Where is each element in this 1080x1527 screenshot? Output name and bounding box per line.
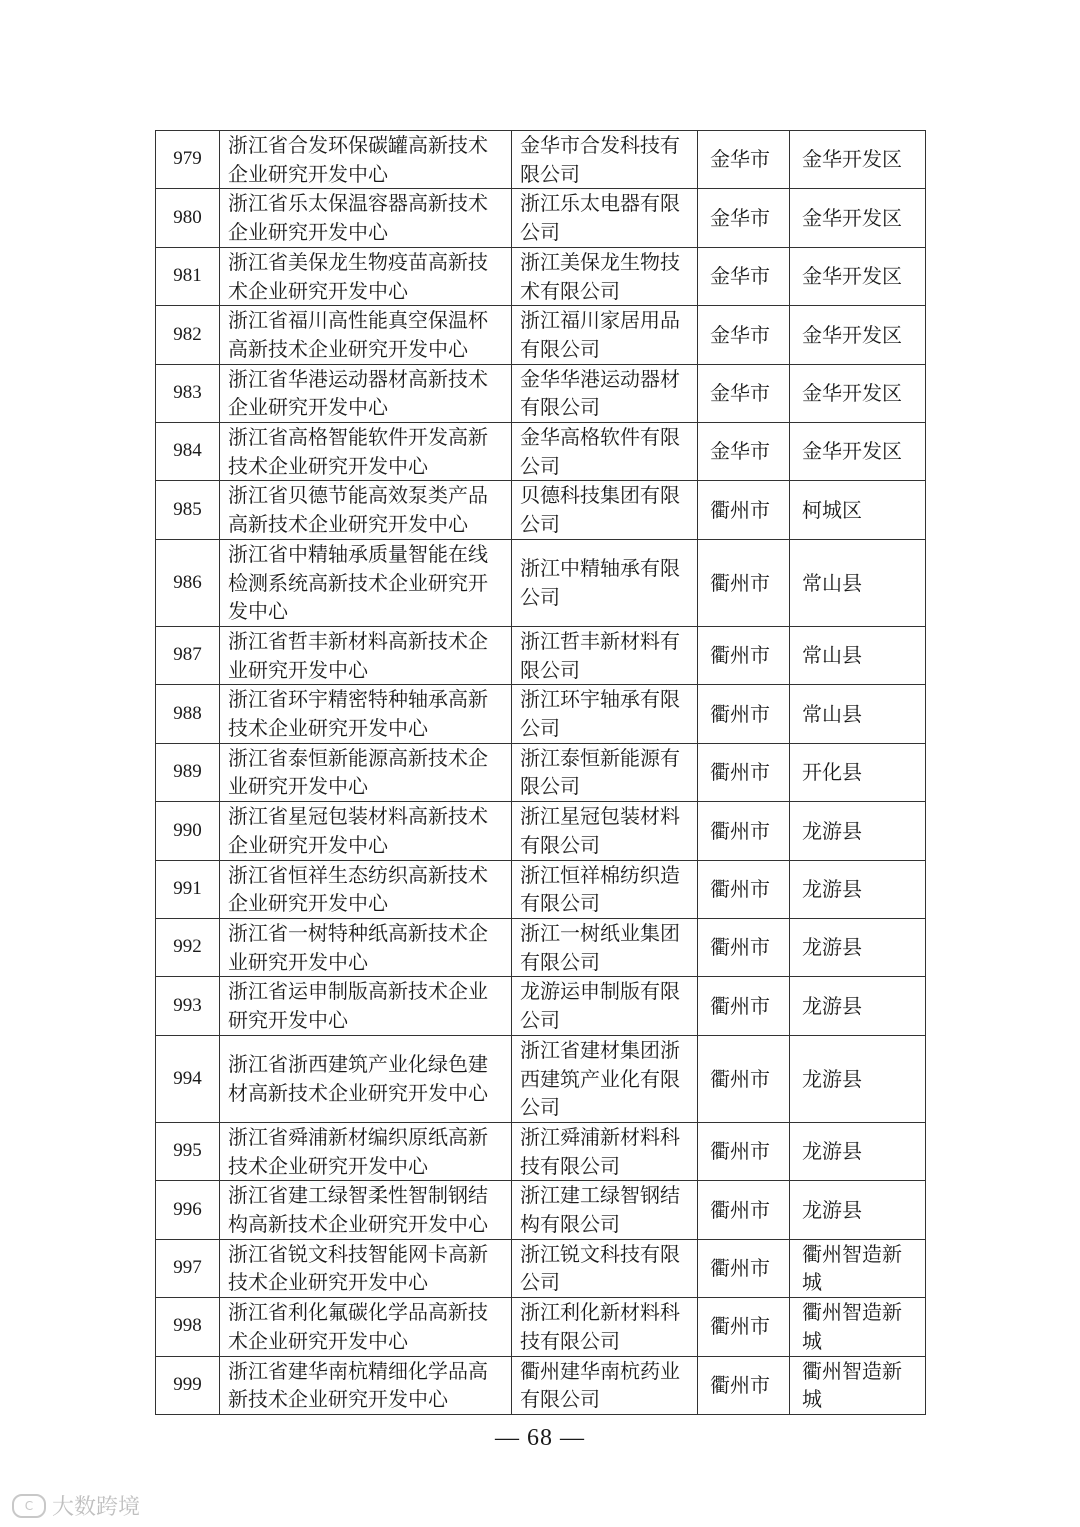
company-name-cell: 浙江哲丰新材料有限公司: [512, 626, 698, 684]
company-name-cell: 衢州建华南杭药业有限公司: [512, 1356, 698, 1414]
company-name-cell: 龙游运申制版有限公司: [512, 977, 698, 1035]
table-row: [156, 423, 926, 481]
center-name-cell: 浙江省星冠包装材料高新技术企业研究开发中心: [220, 802, 512, 860]
company-name-cell: 浙江福川家居用品有限公司: [512, 306, 698, 364]
company-name-cell: 浙江一树纸业集团有限公司: [512, 918, 698, 976]
center-name-cell: 浙江省环宇精密特种轴承高新技术企业研究开发中心: [220, 685, 512, 743]
page-number: — 68 —: [495, 1425, 585, 1451]
company-name-cell: 浙江省建材集团浙西建筑产业化有限公司: [512, 1035, 698, 1122]
table-row: [156, 1356, 926, 1414]
district-name-cell: 开化县: [790, 743, 926, 801]
center-name-cell: 浙江省美保龙生物疫苗高新技术企业研究开发中心: [220, 247, 512, 305]
table-body: [156, 131, 926, 1415]
city-name-cell: 衢州市: [698, 1035, 790, 1122]
row-number-cell: 981: [156, 247, 220, 305]
city-name-cell: 衢州市: [698, 918, 790, 976]
city-name-cell: 衢州市: [698, 1298, 790, 1356]
table-row: [156, 247, 926, 305]
row-number-cell: 983: [156, 364, 220, 422]
district-name-cell: 金华开发区: [790, 247, 926, 305]
district-name-cell: 龙游县: [790, 1035, 926, 1122]
row-number-cell: 996: [156, 1181, 220, 1239]
table-row: [156, 626, 926, 684]
center-name-cell: 浙江省锐文科技智能网卡高新技术企业研究开发中心: [220, 1239, 512, 1297]
company-name-cell: 浙江泰恒新能源有限公司: [512, 743, 698, 801]
district-name-cell: 龙游县: [790, 1122, 926, 1180]
district-name-cell: 柯城区: [790, 481, 926, 539]
center-name-cell: 浙江省恒祥生态纺织高新技术企业研究开发中心: [220, 860, 512, 918]
city-name-cell: 衢州市: [698, 626, 790, 684]
company-name-cell: 浙江乐太电器有限公司: [512, 189, 698, 247]
table-row: [156, 1122, 926, 1180]
center-name-cell: 浙江省利化氟碳化学品高新技术企业研究开发中心: [220, 1298, 512, 1356]
city-name-cell: 衢州市: [698, 977, 790, 1035]
row-number-cell: 993: [156, 977, 220, 1035]
city-name-cell: 衢州市: [698, 685, 790, 743]
center-name-cell: 浙江省贝德节能高效泵类产品高新技术企业研究开发中心: [220, 481, 512, 539]
center-name-cell: 浙江省合发环保碳罐高新技术企业研究开发中心: [220, 131, 512, 189]
table-row: [156, 918, 926, 976]
watermark-text: 大数跨境: [52, 1495, 141, 1520]
company-name-cell: 金华华港运动器材有限公司: [512, 364, 698, 422]
company-name-cell: 浙江中精轴承有限公司: [512, 539, 698, 626]
city-name-cell: 衢州市: [698, 1356, 790, 1414]
table-row: [156, 189, 926, 247]
center-name-cell: 浙江省运申制版高新技术企业研究开发中心: [220, 977, 512, 1035]
row-number-cell: 994: [156, 1035, 220, 1122]
city-name-cell: 衢州市: [698, 860, 790, 918]
row-number-cell: 985: [156, 481, 220, 539]
district-name-cell: 金华开发区: [790, 423, 926, 481]
center-name-cell: 浙江省乐太保温容器高新技术企业研究开发中心: [220, 189, 512, 247]
table-row: [156, 977, 926, 1035]
center-name-cell: 浙江省泰恒新能源高新技术企业研究开发中心: [220, 743, 512, 801]
row-number-cell: 990: [156, 802, 220, 860]
district-name-cell: 衢州智造新城: [790, 1239, 926, 1297]
city-name-cell: 衢州市: [698, 1181, 790, 1239]
district-name-cell: 金华开发区: [790, 131, 926, 189]
center-name-cell: 浙江省华港运动器材高新技术企业研究开发中心: [220, 364, 512, 422]
table-row: [156, 131, 926, 189]
rd-center-table: [155, 130, 926, 1415]
watermark-logo-icon: C: [12, 1494, 46, 1518]
row-number-cell: 982: [156, 306, 220, 364]
row-number-cell: 991: [156, 860, 220, 918]
company-name-cell: 金华市合发科技有限公司: [512, 131, 698, 189]
row-number-cell: 979: [156, 131, 220, 189]
district-name-cell: 常山县: [790, 626, 926, 684]
company-name-cell: 浙江锐文科技有限公司: [512, 1239, 698, 1297]
table-row: [156, 481, 926, 539]
company-name-cell: 浙江利化新材料科技有限公司: [512, 1298, 698, 1356]
company-name-cell: 浙江舜浦新材料科技有限公司: [512, 1122, 698, 1180]
city-name-cell: 金华市: [698, 247, 790, 305]
table-row: [156, 539, 926, 626]
center-name-cell: 浙江省中精轴承质量智能在线检测系统高新技术企业研究开发中心: [220, 539, 512, 626]
row-number-cell: 999: [156, 1356, 220, 1414]
row-number-cell: 992: [156, 918, 220, 976]
table-row: [156, 685, 926, 743]
city-name-cell: 金华市: [698, 364, 790, 422]
city-name-cell: 衢州市: [698, 481, 790, 539]
row-number-cell: 984: [156, 423, 220, 481]
row-number-cell: 989: [156, 743, 220, 801]
city-name-cell: 金华市: [698, 306, 790, 364]
table-row: [156, 1298, 926, 1356]
company-name-cell: 浙江星冠包装材料有限公司: [512, 802, 698, 860]
district-name-cell: 金华开发区: [790, 306, 926, 364]
district-name-cell: 龙游县: [790, 1181, 926, 1239]
row-number-cell: 980: [156, 189, 220, 247]
center-name-cell: 浙江省一树特种纸高新技术企业研究开发中心: [220, 918, 512, 976]
table-row: [156, 1035, 926, 1122]
table-row: [156, 743, 926, 801]
district-name-cell: 金华开发区: [790, 189, 926, 247]
center-name-cell: 浙江省哲丰新材料高新技术企业研究开发中心: [220, 626, 512, 684]
center-name-cell: 浙江省浙西建筑产业化绿色建材高新技术企业研究开发中心: [220, 1035, 512, 1122]
row-number-cell: 988: [156, 685, 220, 743]
district-name-cell: 金华开发区: [790, 364, 926, 422]
city-name-cell: 衢州市: [698, 539, 790, 626]
center-name-cell: 浙江省舜浦新材编织原纸高新技术企业研究开发中心: [220, 1122, 512, 1180]
district-name-cell: 龙游县: [790, 977, 926, 1035]
table-row: [156, 1181, 926, 1239]
district-name-cell: 常山县: [790, 685, 926, 743]
district-name-cell: 龙游县: [790, 860, 926, 918]
company-name-cell: 浙江恒祥棉纺织造有限公司: [512, 860, 698, 918]
company-name-cell: 浙江美保龙生物技术有限公司: [512, 247, 698, 305]
table-row: [156, 802, 926, 860]
row-number-cell: 986: [156, 539, 220, 626]
center-name-cell: 浙江省福川高性能真空保温杯高新技术企业研究开发中心: [220, 306, 512, 364]
city-name-cell: 衢州市: [698, 1122, 790, 1180]
document-table-container: [155, 130, 926, 1415]
row-number-cell: 995: [156, 1122, 220, 1180]
district-name-cell: 龙游县: [790, 918, 926, 976]
city-name-cell: 金华市: [698, 131, 790, 189]
center-name-cell: 浙江省建工绿智柔性智制钢结构高新技术企业研究开发中心: [220, 1181, 512, 1239]
table-row: [156, 860, 926, 918]
company-name-cell: 浙江环宇轴承有限公司: [512, 685, 698, 743]
watermark: [12, 1490, 140, 1521]
city-name-cell: 衢州市: [698, 743, 790, 801]
district-name-cell: 龙游县: [790, 802, 926, 860]
table-row: [156, 306, 926, 364]
district-name-cell: 常山县: [790, 539, 926, 626]
row-number-cell: 998: [156, 1298, 220, 1356]
table-row: [156, 1239, 926, 1297]
district-name-cell: 衢州智造新城: [790, 1298, 926, 1356]
company-name-cell: 金华高格软件有限公司: [512, 423, 698, 481]
district-name-cell: 衢州智造新城: [790, 1356, 926, 1414]
table-row: [156, 364, 926, 422]
city-name-cell: 衢州市: [698, 1239, 790, 1297]
center-name-cell: 浙江省建华南杭精细化学品高新技术企业研究开发中心: [220, 1356, 512, 1414]
row-number-cell: 987: [156, 626, 220, 684]
row-number-cell: 997: [156, 1239, 220, 1297]
company-name-cell: 浙江建工绿智钢结构有限公司: [512, 1181, 698, 1239]
center-name-cell: 浙江省高格智能软件开发高新技术企业研究开发中心: [220, 423, 512, 481]
city-name-cell: 金华市: [698, 423, 790, 481]
city-name-cell: 金华市: [698, 189, 790, 247]
company-name-cell: 贝德科技集团有限公司: [512, 481, 698, 539]
city-name-cell: 衢州市: [698, 802, 790, 860]
